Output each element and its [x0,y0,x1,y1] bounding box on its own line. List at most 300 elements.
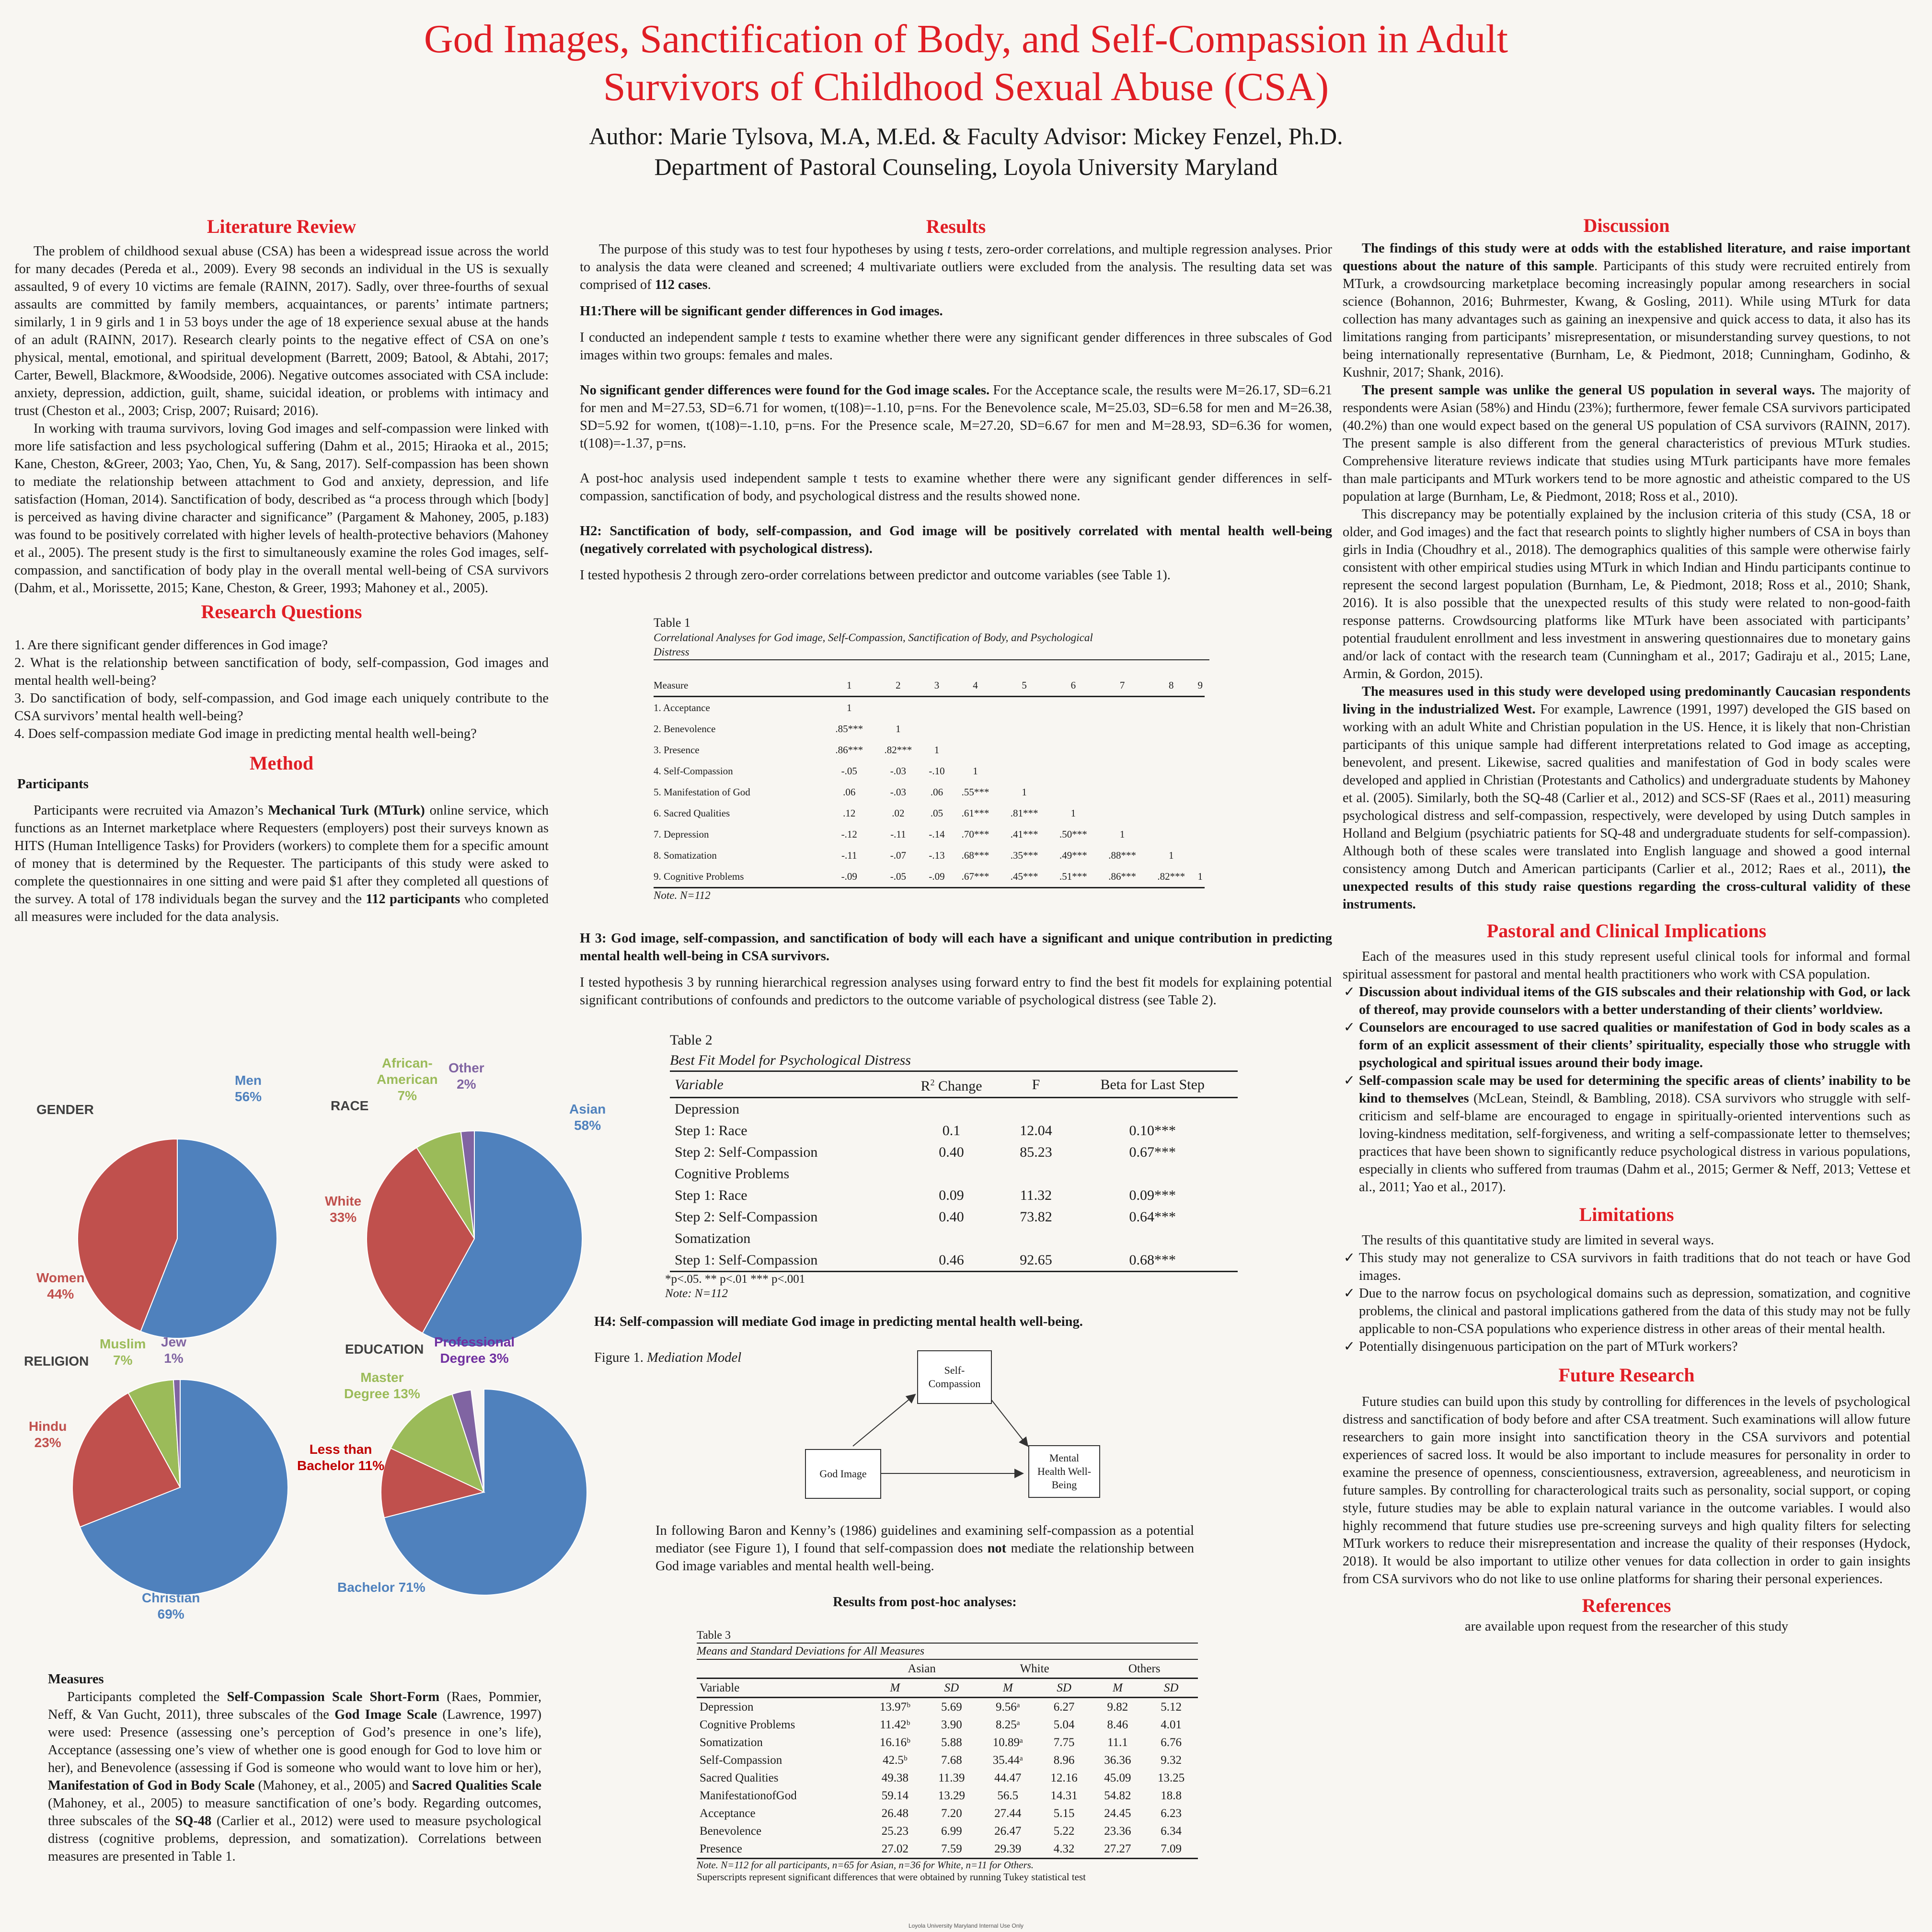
table-3-cell: 35.44ᵃ [992,1754,1023,1767]
table-2-cell: 12.04 [1020,1123,1052,1138]
table-3-cell: ManifestationofGod [700,1789,797,1802]
limitations-paragraph: The results of this quantitative study are limited in several ways. [1362,1233,1714,1248]
table-1-cell: 9. Cognitive Problems [654,871,744,882]
measures-section [48,1670,541,1865]
table-row [670,1184,1238,1206]
table-1-cell: -.09 [841,871,857,882]
table-1-cell: -.14 [929,828,945,840]
table-3-header-cell: M [1002,1681,1013,1694]
pastoral-item-2: ✓ Counselors are encouraged to use sacred qualities or manifestation of God in body scales as a form of an explicit assessment of their clients’ spirituality, especially those who struggle with psychological and spiritual issues around their body image. [1359,1019,1910,1072]
table-1-cell: .81*** [1010,807,1038,819]
table-1-cell: -.05 [890,871,907,882]
table-3-cell: Sacred Qualities [700,1771,779,1784]
education-pie [381,1389,587,1595]
table-1-cell: 1 [973,765,978,777]
department-line: Department of Pastoral Counseling, Loyola University Maryland [654,153,1278,180]
author-block [0,121,1932,182]
table-1-cell: .85*** [835,723,863,735]
education-label-master: Master Degree 13% [344,1370,420,1401]
measures-heading: Measures [48,1672,104,1687]
table-row [654,697,1205,719]
table-1-cell [923,697,951,719]
lit-review-heading: Literature Review [207,216,356,237]
rq-3: 3. Do sanctification of body, self-compassion, and God image each uniquely contribute to the CSA survivors’ mental health well-being? [14,691,549,724]
author-line: Author: Marie Tylsova, M.A, M.Ed. & Faculty Advisor: Mickey Fenzel, Ph.D. [589,123,1343,150]
table-3-caption: Means and Standard Deviations for All Measures [697,1644,1198,1660]
table-3-cell: 8.25ᵃ [995,1718,1020,1731]
table-1-cell: .86*** [1108,871,1136,882]
table-1-cell: .05 [930,807,943,819]
mediation-paragraph: In following Baron and Kenny’s (1986) guidelines and examining self-compassion as a potential mediator (see Figure 1), I found that self-compassion does not mediate the relationship between God image variables and mental health well-being. [656,1523,1194,1574]
table-3-cell: 5.69 [941,1701,962,1714]
table-row [654,866,1205,888]
posthoc-heading: Results from post-hoc analyses: [833,1595,1017,1610]
table-1-header-row [654,675,1205,697]
table-3-cell: 7.75 [1053,1736,1075,1749]
table-row [670,1141,1238,1163]
table-2-cell: 0.1 [942,1123,961,1138]
education-label-bachelor: Bachelor 71% [337,1580,426,1595]
table-1-cell: .35*** [1010,850,1038,861]
table-1-cell: -.03 [890,765,907,777]
table-1-cell: .02 [892,807,905,819]
table-row [670,1206,1238,1228]
pastoral-list [1343,983,1910,1196]
gender-label-women: Women 44% [36,1270,85,1301]
table-3-cell: 27.27 [1104,1842,1131,1855]
table-1-cell [1049,760,1098,782]
table-3-cell: Acceptance [700,1807,756,1820]
table-1-header-cell: 5 [1022,679,1027,691]
table-3-cell: 6.27 [1053,1701,1075,1714]
table-1-cell [874,697,922,719]
participants-paragraph: Participants were recruited via Amazon’s Mechanical Turk (MTurk) online service, which functions as an Internet marketplace where Requesters (employers) post their surveys known as HITS (Human Intelligence Tasks) for Providers (workers) to complete them for a specific amount of money that is determined by the Requester. The participants of this study were asked to complete the questionnaires in one sitting and were paid $1 after they completed all questions of the survey. A total of 178 individuals began the survey and the 112 participants who completed all measures were included for the data analysis. [14,803,549,924]
table-1-cell: .82*** [884,744,912,756]
table-2-cell: Step 1: Race [675,1123,748,1138]
table-2-header-cell: F [1032,1076,1040,1092]
table-3-cell: 11.39 [938,1771,965,1784]
table-2-cell: 11.32 [1020,1187,1052,1203]
hypothesis-4: H4: Self-compassion will mediate God image in predicting mental health well-being. [594,1314,1083,1329]
table-1-cell: .67*** [961,871,989,882]
table-row [697,1769,1198,1787]
table-3-cell: Cognitive Problems [700,1718,795,1731]
table-1-cell: 7. Depression [654,828,709,840]
table-2-cell [1067,1098,1238,1120]
future-research-heading: Future Research [1558,1364,1695,1386]
table-1-cell: 4. Self-Compassion [654,765,733,777]
table-1-cell: 1 [896,723,901,735]
table-3-cell: Somatization [700,1736,763,1749]
method-heading: Method [249,752,314,774]
table-1-cell [1049,782,1098,803]
table-3-group-asian: Asian [908,1662,936,1675]
table-3-grid [697,1660,1198,1859]
education-pie-title: EDUCATION [345,1342,424,1357]
table-row [654,760,1205,782]
table-3-cell: Benevolence [700,1825,762,1838]
rq-2: 2. What is the relationship between sanctification of body, self-compassion, God images and mental health well-being? [14,656,549,688]
table-1-cell [1049,739,1098,760]
table-1-cell [1000,697,1049,719]
title-line-2: Survivors of Childhood Sexual Abuse (CSA) [603,65,1329,109]
table-2-note-n: Note: N=112 [665,1287,728,1300]
table-3-cell: 54.82 [1104,1789,1131,1802]
h1-paragraph-1: I conducted an independent sample t tests to examine whether there were any significant gender differences in three subscales of God images within two groups: females and males. [580,330,1332,363]
table-3-label: Table 3 [697,1628,1198,1644]
table-3-cell: 5.22 [1053,1825,1075,1838]
table-row [670,1163,1238,1184]
table-2-cell: 92.65 [1020,1252,1052,1268]
table-3-cell: 26.48 [881,1807,908,1820]
table-row [654,739,1205,760]
table-3-cell: 10.89ᵃ [992,1736,1023,1749]
table-1-cell: 1 [1070,807,1076,819]
table-3-cell: 7.68 [941,1754,962,1767]
table-3-cell: Depression [700,1701,754,1714]
rq-1: 1. Are there significant gender differences in God image? [14,638,328,653]
table-1-cell [1196,824,1205,845]
pastoral-item-3: ✓ Self-compassion scale may be used for determining the specific areas of clients’ inability to be kind to themselves (McLean, Steindl, & Bambling, 2018). CSA survivors who struggle with self-criticism and self-blame are encouraged to engage in spiritually-oriented interventions such as loving-kindness meditation, self-forgiveness, and writing a self-compassionate letter to themselves; practices that have been shown to significantly reduce psychological distress in various populations, especially in clients who suffered from traumas (Dahm et al., 2015; Germer & Neff, 2013; Vettese et al., 2011; Yao et al., 2017). [1359,1072,1910,1196]
table-3-cell: 4.01 [1161,1718,1182,1731]
table-row [670,1120,1238,1141]
limitation-item-1: ✓ This study may not generalize to CSA survivors in faith traditions that do not teach or have God images. [1359,1249,1910,1285]
table-2-cell [898,1163,1005,1184]
table-1-header-cell: 7 [1119,679,1125,691]
poster-title [0,15,1932,111]
table-1-cell [1000,760,1049,782]
table-1-cell: -.05 [841,765,857,777]
table-2-cell: Cognitive Problems [675,1166,790,1182]
table-1-cell [1147,718,1196,739]
table-1-cell: .68*** [961,850,989,861]
table-2-cell [1004,1163,1067,1184]
discussion-heading: Discussion [1583,215,1670,236]
table-1-cell: .86*** [835,744,863,756]
table-3-header-cell: SD [1057,1681,1071,1694]
mediator-self-compassion-box: Self- Compassion [917,1350,992,1404]
table-row [670,1249,1238,1272]
table-row [654,718,1205,739]
table-1-cell: 6. Sacred Qualities [654,807,730,819]
hypothesis-2: H2: Sanctification of body, self-compassion, and God image will be positively correlated with mental health well-being (negatively correlated with psychological distress). [580,524,1332,556]
table-3-cell: 27.44 [994,1807,1022,1820]
table-3-cell: 29.39 [994,1842,1022,1855]
table-3-cell: 6.23 [1161,1807,1182,1820]
results-column [580,215,1332,584]
table-1-cell [1196,718,1205,739]
gender-pie-title: GENDER [36,1102,94,1117]
table-3-group-others: Others [1128,1662,1161,1675]
table-1-cell [951,739,1000,760]
table-2-cell: 0.46 [939,1252,964,1268]
table-2-cell: 0.09*** [1129,1187,1176,1203]
table-1-cell: .61*** [961,807,989,819]
title-line-1: God Images, Sanctification of Body, and Self-Compassion in Adult [424,17,1508,61]
table-2-cell [898,1228,1005,1249]
figure-1-caption: Figure 1. Mediation Model [594,1350,742,1365]
race-pie-title: RACE [331,1098,369,1113]
table-3-cell: Self-Compassion [700,1754,782,1767]
lit-review-p1: The problem of childhood sexual abuse (CSA) has been a widespread issue across the world for many decades (Pereda et al., 2009). Every 98 seconds an individual in the US is sexually assaulted, 9 of every 10 victims are female (RAINN, 2017). Sadly, over three-fourths of sexual assaults are committed by family members, acquaintances, or parents’ intimate partners; similarly, 1 in 9 girls and 1 in 53 boys under the age of 18 experience sexual abuse at the hands of an adult (RAINN, 2017). Research clearly points to the negative effect of CSA on one’s physical, mental, emotional, and spiritual development (Barrett, 2009; Batool, & Abtahi, 2017; Carter, Bewell, Blackmore, &Woodside, 2006). Negative outcomes associated with CSA include: anxiety, depression, addiction, guilt, shame, suicidal ideation, or problems with intimacy and trust (Cheston et al., 2003; Crisp, 2007; Ruisard; 2016). [14,244,549,418]
table-1-cell [951,718,1000,739]
table-1-cell [1147,824,1196,845]
table-3-cell: 11.42ᵇ [880,1718,910,1731]
h3-section [580,930,1332,1009]
table-1-cell: -.13 [929,850,945,861]
discussion-p1: The findings of this study were at odds with the established literature, and raise important questions about the nature of this sample. Participants of this study were recruited entirely from MTurk, a crowdsourcing marketplace becoming increasingly popular among researchers in social science (Bohannon, 2016; Buhrmester, Kwang, & Gosling, 2011). While using MTurk for data collection has many advantages such as gaining an inexpensive and quick access to data, it also has its limitations ranging from participants’ misrepresentation, or misunderstanding survey questions, to not being internationally representative (Burnham, Le, & Piedmont, 2018; Cunningham, Godinho, & Kushnir, 2017; Shank, 2016). [1343,241,1910,380]
table-1-cell [1098,739,1147,760]
table-2-cell: Somatization [675,1230,751,1246]
table-1-cell [1049,718,1098,739]
table-row [697,1822,1198,1840]
table-2-cell: 0.10*** [1129,1123,1176,1138]
table-2-cell: 0.09 [939,1187,964,1203]
discussion-p3: This discrepancy may be potentially explained by the inclusion criteria of this study (CSA, 18 or older, and God images) and the fact that research points to slightly higher numbers of CSA in boys than girls in India (Choudhry et al., 2018). The demographics qualities of this sample were otherwise fairly consistent with other empirical studies using MTurk in which Indian and Hindu participants continue to represent the second largest population (Burnham, Le, & Piedmont, 2018; Ross et al., 2010; Shank, 2016). It is also possible that the unexpected results of this study were related to non-good-faith response patterns. Crowdsourcing platforms like MTurk have been associated with participants’ potential fraudulent enrollment and less investment in answering questionnaires due to monetary gains and/or lack of contact with the research team (Cunningham et al., 2017; Gadiraju et al., 2015; Lane, Armin, & Gordon, 2015). [1343,507,1910,681]
table-3-cell: 5.04 [1053,1718,1075,1731]
table-row [697,1805,1198,1822]
h1-paragraph-2: No significant gender differences were found for the God image scales. For the Acceptance scale, the results were M=26.17, SD=6.21 for men and M=27.53, SD=6.71 for women, t(108)=-1.10, p=ns. For the Benevolence scale, M=25.03, SD=6.58 for men and M=26.38, SD=5.92 for women, t(108)=-1.10, p=ns. For the Presence scale, M=27.20, SD=6.67 for men and M=28.93, SD=6.36 for women, t(108)=-1.37, p=ns. [580,383,1332,451]
table-2-cell: Step 1: Race [675,1187,748,1203]
research-questions-heading: Research Questions [201,601,362,622]
race-label-white: White 33% [325,1194,362,1225]
table-1-cell [1000,739,1049,760]
table-2-cell: 0.67*** [1129,1144,1176,1160]
table-1-cell [923,718,951,739]
table-1-cell [1049,697,1098,719]
table-row [697,1698,1198,1716]
table-1-header-cell: 1 [846,679,852,691]
table-row [654,845,1205,866]
references-heading: References [1582,1595,1671,1616]
table-1-cell [1098,782,1147,803]
table-1-cell: -.12 [841,828,857,840]
table-1-cell: 1 [1169,850,1174,861]
table-2 [665,1030,1240,1301]
limitations-heading: Limitations [1579,1204,1674,1225]
religion-label-jew: Jew 1% [161,1334,186,1366]
table-row [697,1787,1198,1805]
h2-paragraph: I tested hypothesis 2 through zero-order correlations between predictor and outcome variables (see Table 1). [580,568,1171,583]
table-3-cell: 7.20 [941,1807,962,1820]
table-1-label: Table 1 [654,616,690,630]
table-row [670,1098,1238,1120]
discussion-p2: The present sample was unlike the general US population in several ways. The majority of respondents were Asian (58%) and Hindu (23%); furthermore, fewer female CSA survivors participated (40.2%) than one would expect based on the general US population of CSA survivors (RAINN, 2017). The present sample is also different from the general characteristics of previous MTurk studies. Comprehensive literature reviews indicate that studies using MTurk participants have more females than male participants and MTurk workers tend to be more agnostic and atheistic compared to the US population at large (Burnham, Le, & Piedmont, 2018; Ross et al., 2010). [1343,383,1910,504]
table-row [697,1840,1198,1859]
table-3-cell: 36.36 [1104,1754,1131,1767]
table-2-cell: 85.23 [1020,1144,1052,1160]
table-1-cell: 1 [934,744,940,756]
table-3-cell: 9.56ᵃ [995,1701,1020,1714]
pastoral-paragraph: Each of the measures used in this study represent useful clinical tools for informal and formal spiritual assessment for pastoral and mental health practitioners who work with CSA population. [1343,949,1910,982]
hypothesis-1: H1:There will be significant gender differences in God images. [580,304,943,319]
gender-pie [78,1139,277,1338]
race-label-other: Other 2% [448,1060,484,1092]
table-3-cell: 6.76 [1161,1736,1182,1749]
right-column [1343,214,1910,1635]
table-3-cell: 7.09 [1161,1842,1182,1855]
table-1-cell [1196,803,1205,824]
participants-heading: Participants [17,777,89,792]
religion-label-christian: Christian 69% [142,1590,200,1622]
future-research-paragraph: Future studies can build upon this study by controlling for differences in the levels of psychological distress and sanctification of body before and after CSA treatment. Such examinations will allow future researchers to gain more insight into sanctification theory in the CSA survivors and potential experiences of sacred loss. It would be also important to include measures for personality in order to examine the presence of openness, conscientiousness, extraversion, agreeableness, and neuroticism in future samples. By controlling for characterological traits such as personality, social support, or coping style, future studies may be able to explain natural variance in the outcome variables. I would also highly recommend that future studies use pre-screening surveys and high quality filters for selecting MTurk workers to reduce their misrepresentation and increase the quality of their responses (Hydock, 2018). It would be also important to utilize other venues for data collection in order to gain insights from CSA survivors who do not like to use online platforms for sharing their personal experiences. [1343,1394,1910,1587]
education-label-less-than-bachelor: Less than Bachelor 11% [297,1442,385,1473]
table-3-header-cell: SD [1163,1681,1179,1694]
table-1-cell [1196,760,1205,782]
table-1-cell: -.11 [841,850,857,861]
pastoral-item-1: ✓ Discussion about individual items of the GIS subscales and their relationship with God, or lack of thereof, may provide counselors with a better understanding of their clients’ worldview. [1359,983,1910,1019]
table-1-cell: .06 [930,786,943,798]
table-1-cell [1196,782,1205,803]
race-label-asian: Asian 58% [569,1102,606,1133]
table-1-grid [654,675,1205,888]
table-1-cell [1147,803,1196,824]
table-2-cell: Depression [675,1101,739,1117]
mediation-result [656,1522,1194,1611]
table-3-cell: 7.59 [941,1842,962,1855]
table-3-cell: 24.45 [1104,1807,1131,1820]
table-1-cell: 2. Benevolence [654,723,716,735]
table-1-cell [1098,760,1147,782]
table-1-cell [1147,739,1196,760]
table-2-cell: 73.82 [1020,1209,1052,1225]
table-row [654,803,1205,824]
table-1-cell: 1 [1119,828,1125,840]
table-1-cell: 1 [1022,786,1027,798]
race-pie [367,1131,582,1346]
table-1-cell: .49*** [1059,850,1087,861]
table-2-label: Table 2 [670,1032,713,1048]
religion-pie [72,1380,288,1595]
table-3-cell: 44.47 [994,1771,1022,1784]
table-1-cell: .82*** [1157,871,1185,882]
table-1-cell: 1 [1197,871,1203,882]
table-1-cell [951,697,1000,719]
table-1-cell: 3. Presence [654,744,700,756]
table-3-group-white: White [1020,1662,1049,1675]
left-column [14,215,549,926]
table-1-cell [1196,739,1205,760]
table-1-cell: -.09 [929,871,945,882]
table-1-cell: .51*** [1059,871,1087,882]
table-2-cell [898,1098,1005,1120]
table-1-cell: -.03 [890,786,907,798]
table-3-cell: 14.31 [1050,1789,1078,1802]
lit-review-p2: In working with trauma survivors, loving God images and self-compassion were linked with more life satisfaction and less psychological suffering (Dahm et al., 2015; Hiraoka et al., 2015; Kane, Cheston, &Greer, 2003; Yao, Chen, Yu, & Sang, 2017). Self-compassion has been shown to mediate the relationship between attachment to God and anxiety, depression, and life satisfaction (Homan, 2014). Sanctification of body, described as “a process through which [body] is perceived as having divine character and significance” (Pargament & Mahoney, 2005, p.183) was found to be positively correlated with higher levels of health-protective behaviors (Mahoney et al., 2005). The present study is the first to simultaneously examine the roles God images, self-compassion, and sanctification of body play in the overall mental well-being of CSA survivors (Dahm, et al., Morissette, 2015; Kane, Cheston, & Greer, 1993; Mahoney et al., 2005). [14,421,549,596]
table-3-cell: 23.36 [1104,1825,1131,1838]
table-3-cell: 5.88 [941,1736,962,1749]
table-1-cell: .12 [843,807,856,819]
table-3-note-n: Note. N=112 for all participants, n=65 for Asian, n=36 for White, n=11 for Others. [697,1859,1034,1871]
table-1-cell [1147,760,1196,782]
religion-label-muslim: Muslim 7% [100,1336,146,1368]
table-1-caption: Correlational Analyses for God image, Self-Compassion, Sanctification of Body, and Psychological Distress [654,631,1209,660]
table-3-header-cell: Variable [700,1681,740,1694]
table-1-cell: 5. Manifestation of God [654,786,750,798]
table-2-cell [1004,1228,1067,1249]
table-1-cell: .70*** [961,828,989,840]
table-1-cell [1196,845,1205,866]
education-label-professional: Professional Degree 3% [434,1334,515,1366]
table-1-header-cell: 9 [1197,679,1203,691]
table-1-cell [1000,718,1049,739]
table-1-header-cell: 3 [934,679,940,691]
discussion-p4: The measures used in this study were developed using predominantly Caucasian respondents living in the industrialized West. For example, Lawrence (1991, 1997) developed the GIS based on working with an adult White and Christian population in the US. Hence, it is likely that non-Christian participants of this unique sample had different interpretations related to God image as accepting, benevolent, and present. Likewise, sacred qualities and manifestation of God in body scales were developed and applied in Christian (Protestants and Catholics) and undergraduate students by Mahoney et al. (2005). Similarly, both the SQ-48 (Carlier et al., 2012) and SCS-SF (Raes et al., 2011) measuring psychological distress and self-compassion, respectively, were developed by using Dutch samples in Holland and Belgium (psychiatric patients for SQ-48 and undergraduate students for self-compassion). Although both of these scales were translated into English language and showed a good internal consistency among Dutch and American participants (Carlier et al., 2012; Raes et al., 2011), the unexpected results of this study raise questions regarding the cross-cultural validity of these instruments. [1343,684,1910,912]
predictor-god-image-box: God Image [805,1449,881,1499]
footer-note: Loyola University Maryland Internal Use Only [908,1922,1024,1929]
table-3-cell: 5.12 [1161,1701,1182,1714]
table-1-header-cell: 4 [973,679,978,691]
table-1-cell [1098,697,1147,719]
race-label-african-american: African- American 7% [377,1056,438,1103]
rq-4: 4. Does self-compassion mediate God image in predicting mental health well-being? [14,726,477,741]
table-row [670,1228,1238,1249]
table-3 [697,1628,1198,1883]
table-2-cell: Step 2: Self-Compassion [675,1144,818,1160]
table-1-cell: 1. Acceptance [654,702,710,713]
table-row [697,1734,1198,1751]
table-1-cell: 8. Somatization [654,850,717,861]
table-3-cell: 26.47 [994,1825,1022,1838]
table-3-cell: 13.97ᵇ [879,1701,910,1714]
table-1-cell: .50*** [1059,828,1087,840]
table-2-grid [670,1070,1238,1272]
table-1-cell: .55*** [961,786,989,798]
table-1-cell: -.10 [929,765,945,777]
table-2-cell: Step 1: Self-Compassion [675,1252,818,1268]
table-3-cell: Presence [700,1842,742,1855]
table-row [654,782,1205,803]
table-3-header-row [697,1679,1198,1698]
limitation-item-3: ✓ Potentially disingenuous participation on the part of MTurk workers? [1359,1338,1910,1356]
table-3-cell: 8.46 [1107,1718,1128,1731]
table-3-cell: 56.5 [997,1789,1019,1802]
table-3-cell: 16.16ᵇ [879,1736,910,1749]
table-1-cell: 1 [846,702,852,713]
table-1-cell: .41*** [1010,828,1038,840]
pastoral-heading: Pastoral and Clinical Implications [1486,920,1767,942]
references-note: are available upon request from the researcher of this study [1464,1619,1789,1634]
table-3-cell: 8.96 [1053,1754,1075,1767]
table-1-cell [1147,697,1196,719]
table-2-header-row [670,1071,1238,1098]
table-2-cell: 0.40 [939,1209,964,1225]
table-3-cell: 18.8 [1161,1789,1182,1802]
table-1-note: Note. N=112 [654,889,711,901]
table-1-header-cell: Measure [654,679,689,691]
table-1-cell [1098,803,1147,824]
table-1-cell: .88*** [1108,850,1136,861]
measures-paragraph: Participants completed the Self-Compassion Scale Short-Form (Raes, Pommier, Neff, & Van Gucht, 2011), three subscales of the God Image Scale (Lawrence, 1997) were used: Presence (assessing one’s perception of God’s presence in one’s life), Acceptance (assessing one’s view of whether one is good enough for God to love him or her), and Benevolence (assessing if God is someone who would want to love him or her), Manifestation of God in Body Scale (Mahoney, et al., 2005) and Sacred Qualities Scale (Mahoney, et al., 2005) to measure sanctification of one’s body. Regarding outcomes, three subscales of the SQ-48 (Carlier et al., 2012) were used to measure psychological distress (cognitive problems, depression, and somatization). Correlations between measures are presented in Table 1. [48,1690,541,1864]
table-2-note-significance: *p<.05. ** p<.01 *** p<.001 [665,1273,805,1286]
table-row [697,1716,1198,1734]
table-1-cell: .06 [843,786,856,798]
table-1 [654,615,1209,903]
table-3-cell: 9.32 [1161,1754,1182,1767]
table-2-header-cell: Variable [675,1076,724,1092]
table-3-cell: 59.14 [881,1789,908,1802]
table-2-cell [1067,1228,1238,1249]
limitation-item-2: ✓ Due to the narrow focus on psychological domains such as depression, somatization, and cognitive problems, the clinical and pastoral implications gathered from the data of this study may not be fully applicable to non-CSA populations who experience distress in other areas of their mental health. [1359,1285,1910,1338]
table-2-header-cell: $R^2$ Change [920,1078,982,1094]
table-1-header-cell: 2 [896,679,901,691]
table-3-note-superscripts: Superscripts represent significant differences that were obtained by running Tukey statistical test [697,1871,1086,1883]
table-1-cell [1147,782,1196,803]
table-3-header-cell: SD [944,1681,959,1694]
table-1-cell [1098,718,1147,739]
table-3-cell: 42.5ᵇ [883,1754,908,1767]
h3-paragraph: I tested hypothesis 3 by running hierarchical regression analyses using forward entry to find the best fit models for explaining potential significant contributions of confounds and predictors to the outcome variable of psychological distress (see Table 2). [580,975,1332,1008]
